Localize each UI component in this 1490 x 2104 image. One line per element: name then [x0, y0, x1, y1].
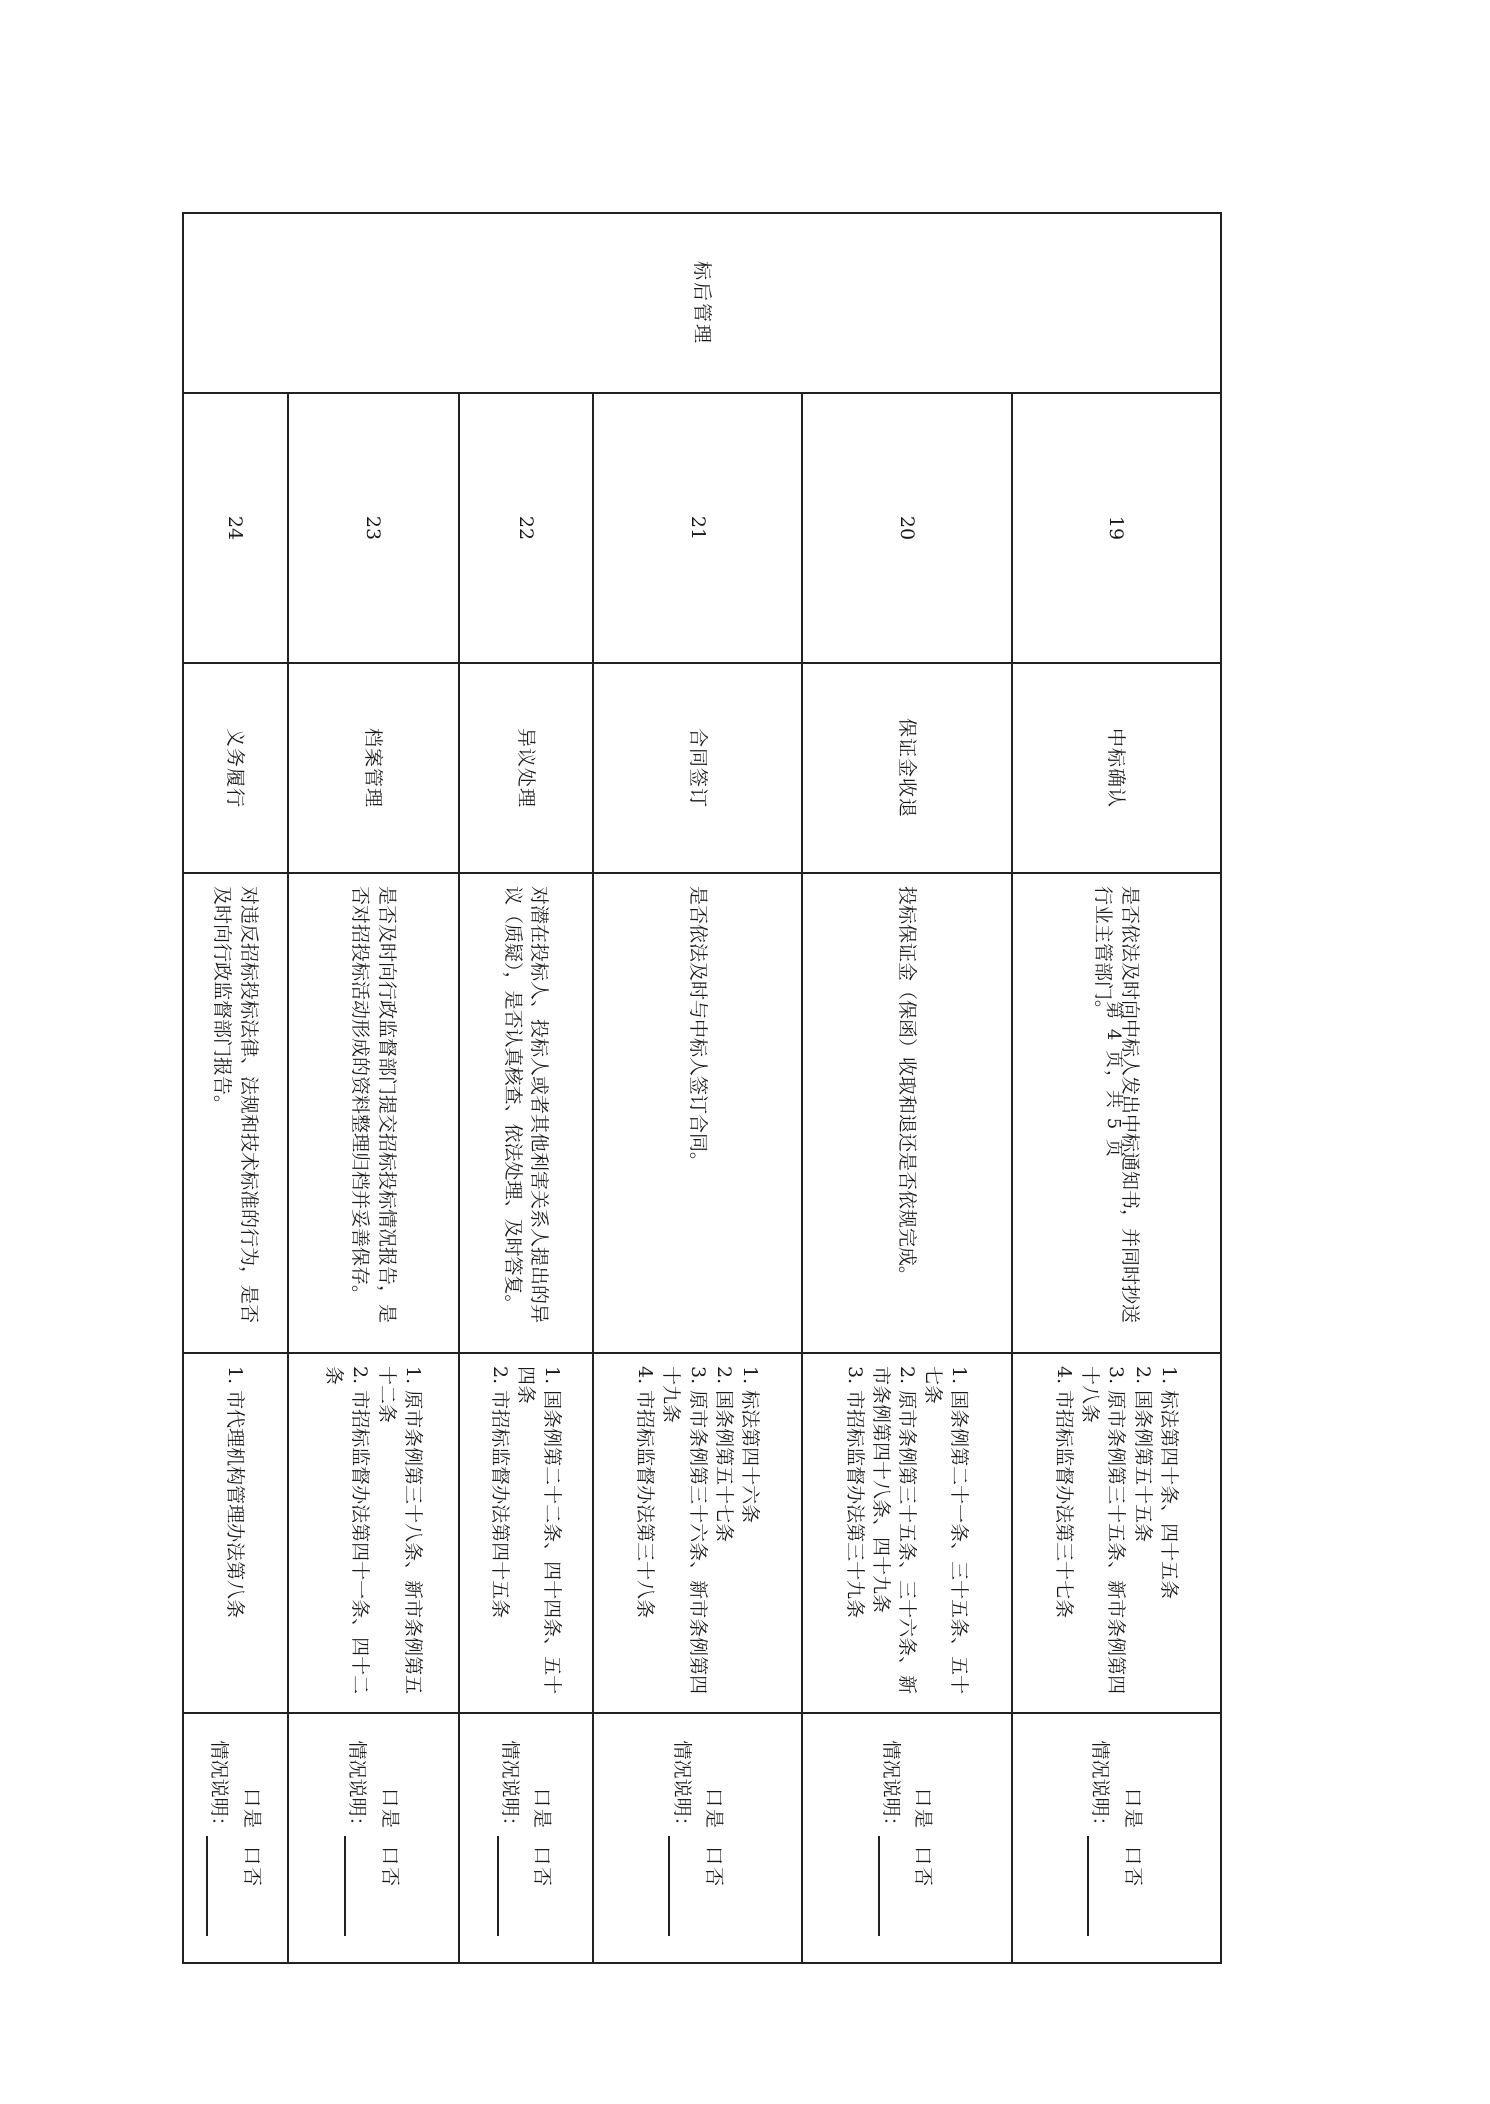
inspection-table [182, 212, 1222, 1964]
page-number: 第 4 页，共 5 页 [1103, 1001, 1125, 1159]
check-item: 中标确认 [1012, 663, 1221, 873]
result-cell [459, 1713, 593, 1963]
note-label: 情况说明： [498, 1740, 521, 1836]
check-content: 对违反招标投标法律、法规和技术标准的行为，是否及时向行政监督部门报告。 [183, 873, 288, 1353]
table-row [459, 213, 593, 1963]
no-checkbox[interactable]: 口否 [531, 1846, 554, 1889]
phase-cell: 标后管理 [183, 213, 1221, 393]
basis-line: 1. 国条例第二十二条、四十四条、五十四条 [515, 1366, 564, 1695]
basis-line: 4. 市招标监督办法第三十八条 [634, 1366, 657, 1619]
yes-checkbox[interactable]: 口是 [1121, 1787, 1144, 1830]
note-blank[interactable] [668, 1836, 688, 1936]
no-checkbox[interactable]: 口否 [702, 1846, 725, 1889]
no-checkbox[interactable]: 口否 [1121, 1846, 1144, 1889]
result-cell [593, 1713, 802, 1963]
table-row [183, 213, 288, 1963]
row-number: 22 [459, 393, 593, 663]
yes-checkbox[interactable]: 口是 [531, 1787, 554, 1830]
basis-line: 2. 原市条例第三十五条、三十六条、新市条例第四十八条、四十九条 [869, 1366, 919, 1695]
page-footer [1085, 960, 1145, 1200]
no-checkbox[interactable]: 口否 [240, 1846, 263, 1889]
note-blank[interactable] [878, 1836, 898, 1936]
basis-line: 2. 市招标监督办法第四十一条、四十二条 [323, 1366, 372, 1695]
yes-checkbox[interactable]: 口是 [702, 1787, 725, 1830]
result-cell [1012, 1713, 1221, 1963]
check-content: 投标保证金（保函）收取和退还是否依规完成。 [802, 873, 1011, 1353]
legal-basis [459, 1353, 593, 1713]
note-label: 情况说明： [346, 1740, 369, 1836]
check-content: 是否依法及时向中标人发出中标通知书，并同时抄送行业主管部门。 [1012, 873, 1221, 1353]
check-item: 义务履行 [183, 663, 288, 873]
result-cell [288, 1713, 460, 1963]
basis-line: 2. 市招标监督办法第四十五条 [488, 1366, 511, 1619]
basis-line: 3. 原市条例第三十五条、新市条例第四十八条 [1079, 1366, 1128, 1695]
note-blank[interactable] [344, 1836, 364, 1936]
row-number: 19 [1012, 393, 1221, 663]
row-number: 24 [183, 393, 288, 663]
rotated-page [182, 212, 1222, 1962]
table-row [288, 213, 460, 1963]
basis-line: 3. 原市条例第三十六条、新市条例第四十九条 [660, 1366, 709, 1695]
note-label: 情况说明： [208, 1740, 231, 1836]
check-item: 保证金收退 [802, 663, 1011, 873]
row-number: 23 [288, 393, 460, 663]
check-content: 对潜在投标人、投标人或者其他利害关系人提出的异议（质疑），是否认真核查、依法处理、及时答复。 [459, 873, 593, 1353]
legal-basis [802, 1353, 1011, 1713]
basis-line: 3. 市招标监督办法第三十九条 [843, 1366, 866, 1619]
row-number: 20 [802, 393, 1011, 663]
check-item: 档案管理 [288, 663, 460, 873]
row-number: 21 [593, 393, 802, 663]
basis-line: 1. 标法第四十条、四十五条 [1157, 1366, 1180, 1600]
result-cell [802, 1713, 1011, 1963]
table-row [593, 213, 802, 1963]
note-label: 情况说明： [1089, 1740, 1112, 1836]
legal-basis [288, 1353, 460, 1713]
result-cell [183, 1713, 288, 1963]
note-label: 情况说明： [879, 1740, 902, 1836]
no-checkbox[interactable]: 口否 [912, 1846, 935, 1889]
yes-checkbox[interactable]: 口是 [378, 1787, 401, 1830]
legal-basis [183, 1353, 288, 1713]
basis-line: 2. 国条例第五十七条 [712, 1366, 735, 1543]
basis-line: 1. 标法第四十六条 [739, 1366, 762, 1524]
basis-line: 1. 国条例第二十一条、三十五条、五十七条 [922, 1366, 971, 1695]
basis-line: 1. 市代理机构管理办法第八条 [224, 1366, 247, 1619]
note-label: 情况说明： [670, 1740, 693, 1836]
basis-line: 4. 市招标监督办法第三十七条 [1052, 1366, 1075, 1619]
check-item: 异议处理 [459, 663, 593, 873]
check-item: 合同签订 [593, 663, 802, 873]
note-blank[interactable] [1087, 1836, 1107, 1936]
legal-basis [593, 1353, 802, 1713]
basis-line: 2. 国条例第五十五条 [1131, 1366, 1154, 1543]
basis-line: 1. 原市条例第三十八条、新市条例第五十二条 [375, 1366, 424, 1695]
no-checkbox[interactable]: 口否 [378, 1846, 401, 1889]
yes-checkbox[interactable]: 口是 [912, 1787, 935, 1830]
check-content: 是否依法及时与中标人签订合同。 [593, 873, 802, 1353]
note-blank[interactable] [206, 1836, 226, 1936]
table-row [802, 213, 1011, 1963]
yes-checkbox[interactable]: 口是 [240, 1787, 263, 1830]
legal-basis [1012, 1353, 1221, 1713]
check-content: 是否及时向行政监督部门提交招标投标情况报告，是否对招投标活动形成的资料整理归档并妥善保存。 [288, 873, 460, 1353]
note-blank[interactable] [497, 1836, 517, 1936]
